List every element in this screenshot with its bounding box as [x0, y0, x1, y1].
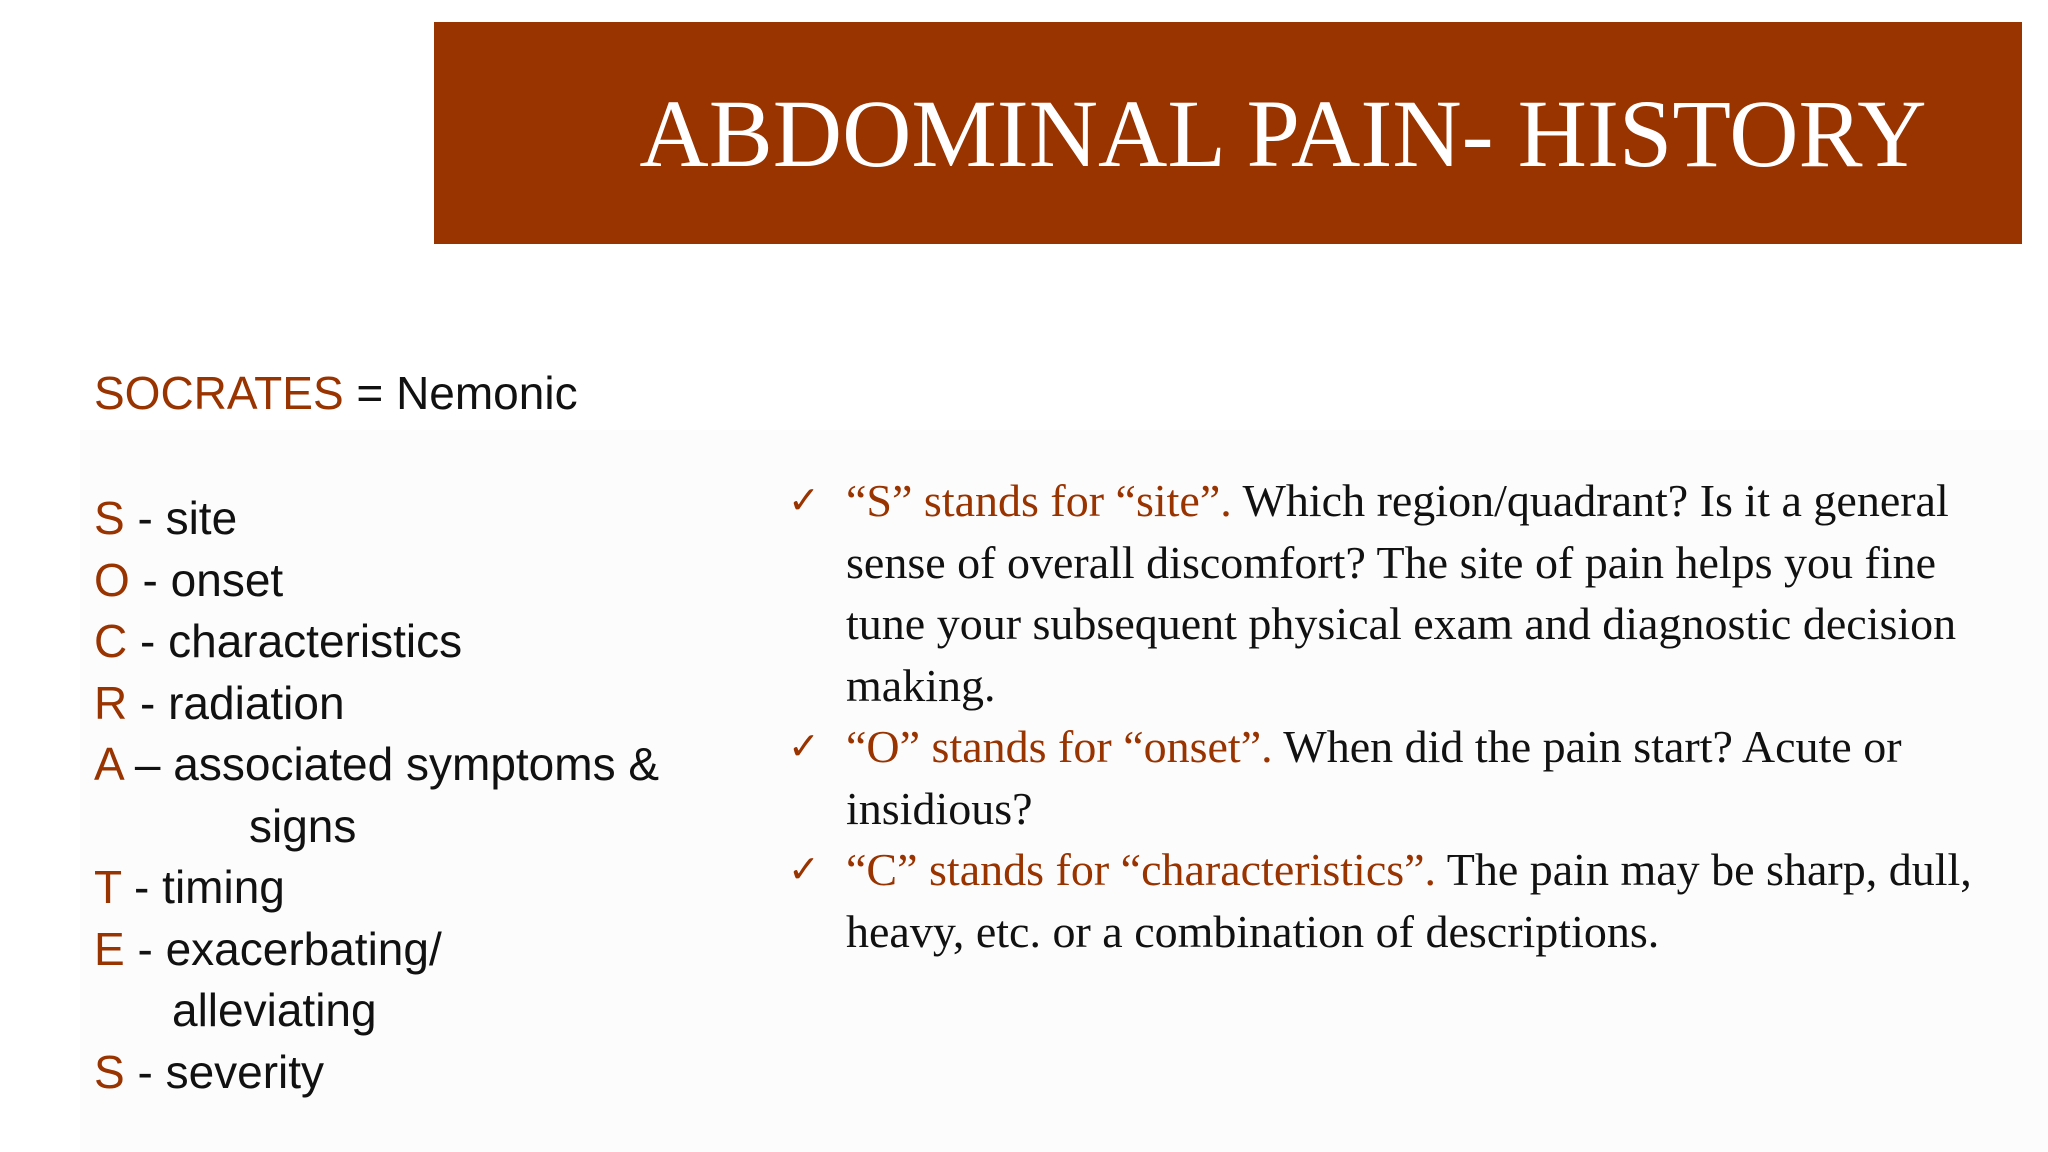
bullet-highlight: “O” stands for “onset”. [846, 721, 1273, 772]
mnemonic-letter: C [94, 615, 128, 667]
mnemonic-item-radiation [94, 673, 659, 735]
check-icon: ✓ [788, 478, 820, 522]
bullet-characteristics [788, 839, 2008, 962]
mnemonic-text: - timing [121, 861, 285, 913]
mnemonic-item-onset [94, 550, 659, 612]
mnemonic-letter: R [94, 676, 128, 729]
bullet-text: The pain may be sharp, dull, heavy, etc. or a combination of descriptions. [846, 844, 1972, 957]
mnemonic-letter: A [94, 738, 123, 790]
mnemonic-item-associated [94, 734, 659, 857]
explanation-list [788, 470, 2008, 962]
check-icon: ✓ [788, 847, 820, 891]
mnemonic-text: – associated symptoms & [122, 738, 660, 790]
mnemonic-heading-rest: = Nemonic [343, 367, 578, 419]
title-banner [434, 22, 2022, 244]
bullet-highlight: “S” stands for “site”. [846, 475, 1232, 526]
mnemonic-text: - radiation [127, 676, 345, 729]
bullet-onset [788, 716, 2008, 839]
mnemonic-acronym: SOCRATES [94, 367, 344, 419]
mnemonic-letter: O [94, 553, 130, 606]
mnemonic-letter: E [94, 922, 125, 975]
mnemonic-item-severity [94, 1042, 659, 1104]
mnemonic-continuation: alleviating [172, 984, 377, 1036]
mnemonic-text: - severity [124, 1045, 325, 1098]
mnemonic-continuation: signs [249, 799, 357, 852]
slide-title: ABDOMINAL PAIN- HISTORY [639, 79, 1927, 187]
mnemonic-text: - characteristics [127, 615, 463, 667]
mnemonic-letter: S [94, 1045, 125, 1098]
mnemonic-item-exacerbating [94, 919, 659, 1042]
mnemonic-list [94, 488, 659, 1103]
mnemonic-heading [94, 366, 578, 420]
mnemonic-letter: S [94, 492, 125, 544]
check-icon: ✓ [788, 724, 820, 768]
bullet-site [788, 470, 2008, 716]
bullet-text: When did the pain start? Acute or insidious? [846, 721, 1902, 834]
mnemonic-text: - onset [129, 553, 284, 606]
mnemonic-letter: T [94, 861, 122, 913]
mnemonic-text: - exacerbating/ [124, 922, 442, 975]
mnemonic-item-characteristics [94, 611, 659, 673]
bullet-text: Which region/quadrant? Is it a general sense of overall discomfort? The site of pain helps you fine tune your subsequent physical exam and diagnostic decision making. [846, 475, 1957, 711]
bullet-highlight: “C” stands for “characteristics”. [846, 844, 1437, 895]
mnemonic-item-site [94, 488, 659, 550]
mnemonic-text: - site [124, 492, 238, 544]
mnemonic-item-timing [94, 857, 659, 919]
